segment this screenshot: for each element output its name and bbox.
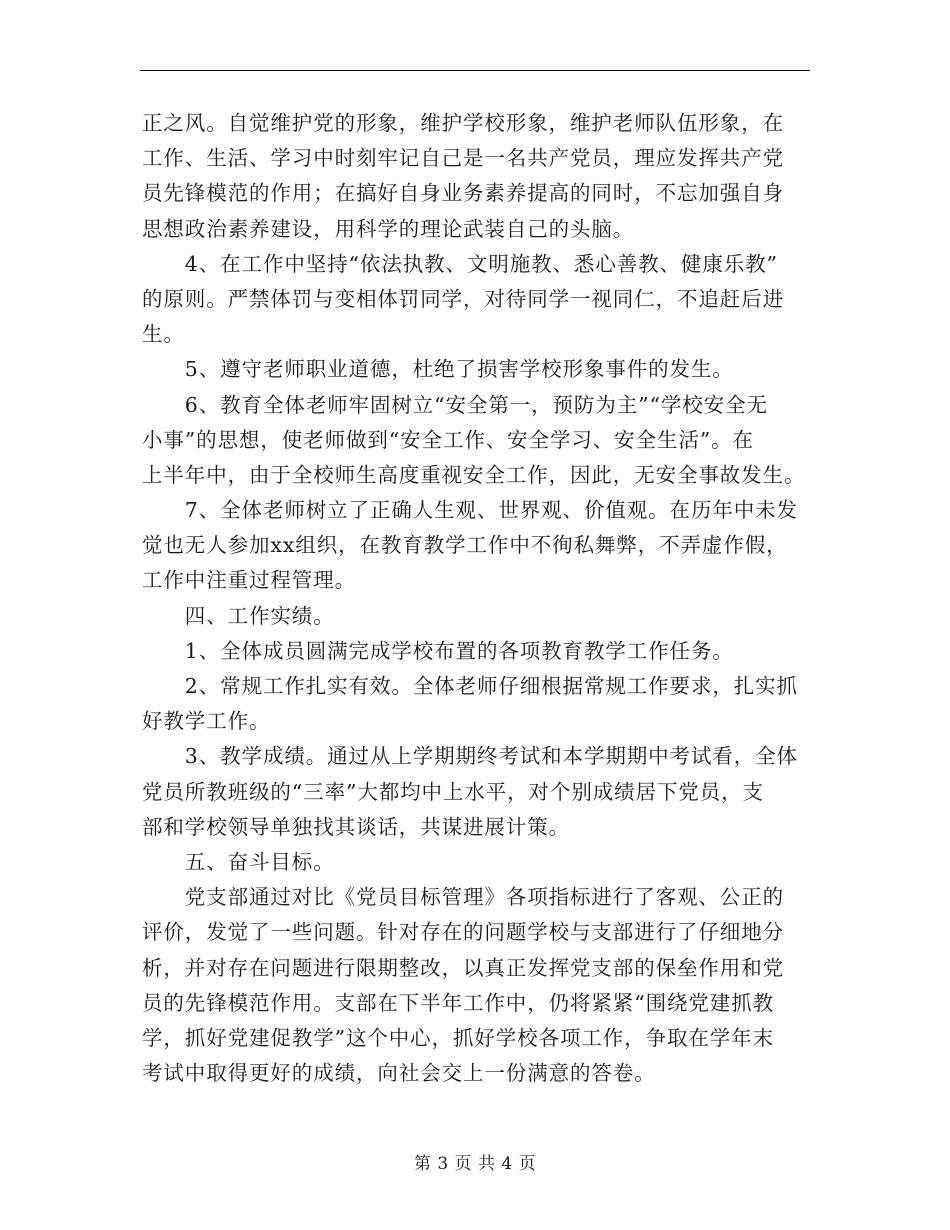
page-number-footer: 第 3 页 共 4 页: [413, 1154, 537, 1174]
text-line: 1、全体成员圆满完成学校布置的各项教育教学工作任务。: [142, 638, 734, 663]
text-line: 考试中取得更好的成绩，向社会交上一份满意的答卷。: [142, 1061, 656, 1086]
text-line: 正之风。自觉维护党的形象，维护学校形象，维护老师队伍形象，在: [142, 111, 784, 135]
text-line: 员的先锋模范作用。支部在下半年工作中，仍将紧紧“围绕党建抓教: [142, 990, 774, 1015]
text-line: 7、全体老师树立了正确人生观、世界观、价值观。在历年中未发: [142, 498, 798, 523]
text-line: 工作、生活、学习中时刻牢记自己是一名共产党员，理应发挥共产党: [142, 146, 784, 171]
section-heading: 四、工作实绩。: [142, 603, 335, 628]
section-heading: 五、奋斗目标。: [142, 849, 335, 874]
text-line: 党支部通过对比《党员目标管理》各项指标进行了客观、公正的: [142, 885, 784, 910]
text-line: 工作中注重过程管理。: [142, 568, 356, 593]
text-line: 觉也无人参加xx组织，在教育教学工作中不徇私舞弊，不弄虚作假，: [142, 533, 788, 558]
text-line: 6、教育全体老师牢固树立“安全第一，预防为主”“学校安全无: [142, 392, 768, 417]
text-line: 评价，发觉了一些问题。针对存在的问题学校与支部进行了仔细地分: [142, 920, 784, 945]
document-body: [142, 106, 806, 1091]
text-line: 党员所教班级的“三率”大都均中上水平，对个别成绩居下党员，支: [142, 779, 764, 804]
text-line: 小事”的思想，使老师做到“安全工作、安全学习、安全生活”。在: [142, 427, 754, 452]
text-line: 5、遵守老师职业道德，杜绝了损害学校形象事件的发生。: [142, 357, 734, 382]
text-line: 生。: [142, 322, 185, 347]
text-line: 的原则。严禁体罚与变相体罚同学，对待同学一视同仁，不追赶后进: [142, 286, 784, 311]
text-line: 员先锋模范的作用；在搞好自身业务素养提高的同时，不忘加强自身: [142, 181, 784, 206]
text-line: 部和学校领导单独找其谈话，共谋进展计策。: [142, 814, 570, 839]
text-line: 4、在工作中坚持“依法执教、文明施教、悉心善教、健康乐教”: [142, 251, 778, 276]
text-line: 学，抓好党建促教学”这个中心，抓好学校各项工作，争取在学年末: [142, 1025, 774, 1050]
text-line: 上半年中，由于全校师生高度重视安全工作，因此，无安全事故发生。: [142, 462, 806, 487]
text-line: 好教学工作。: [142, 709, 271, 734]
text-line: 思想政治素养建设，用科学的理论武装自己的头脑。: [142, 216, 635, 241]
text-line: 析，并对存在问题进行限期整改，以真正发挥党支部的保垒作用和党: [142, 955, 784, 980]
text-line: 3、教学成绩。通过从上学期期终考试和本学期期中考试看，全体: [142, 744, 798, 769]
text-line: 2、常规工作扎实有效。全体老师仔细根据常规工作要求，扎实抓: [142, 674, 798, 698]
header-rule: [140, 70, 810, 71]
